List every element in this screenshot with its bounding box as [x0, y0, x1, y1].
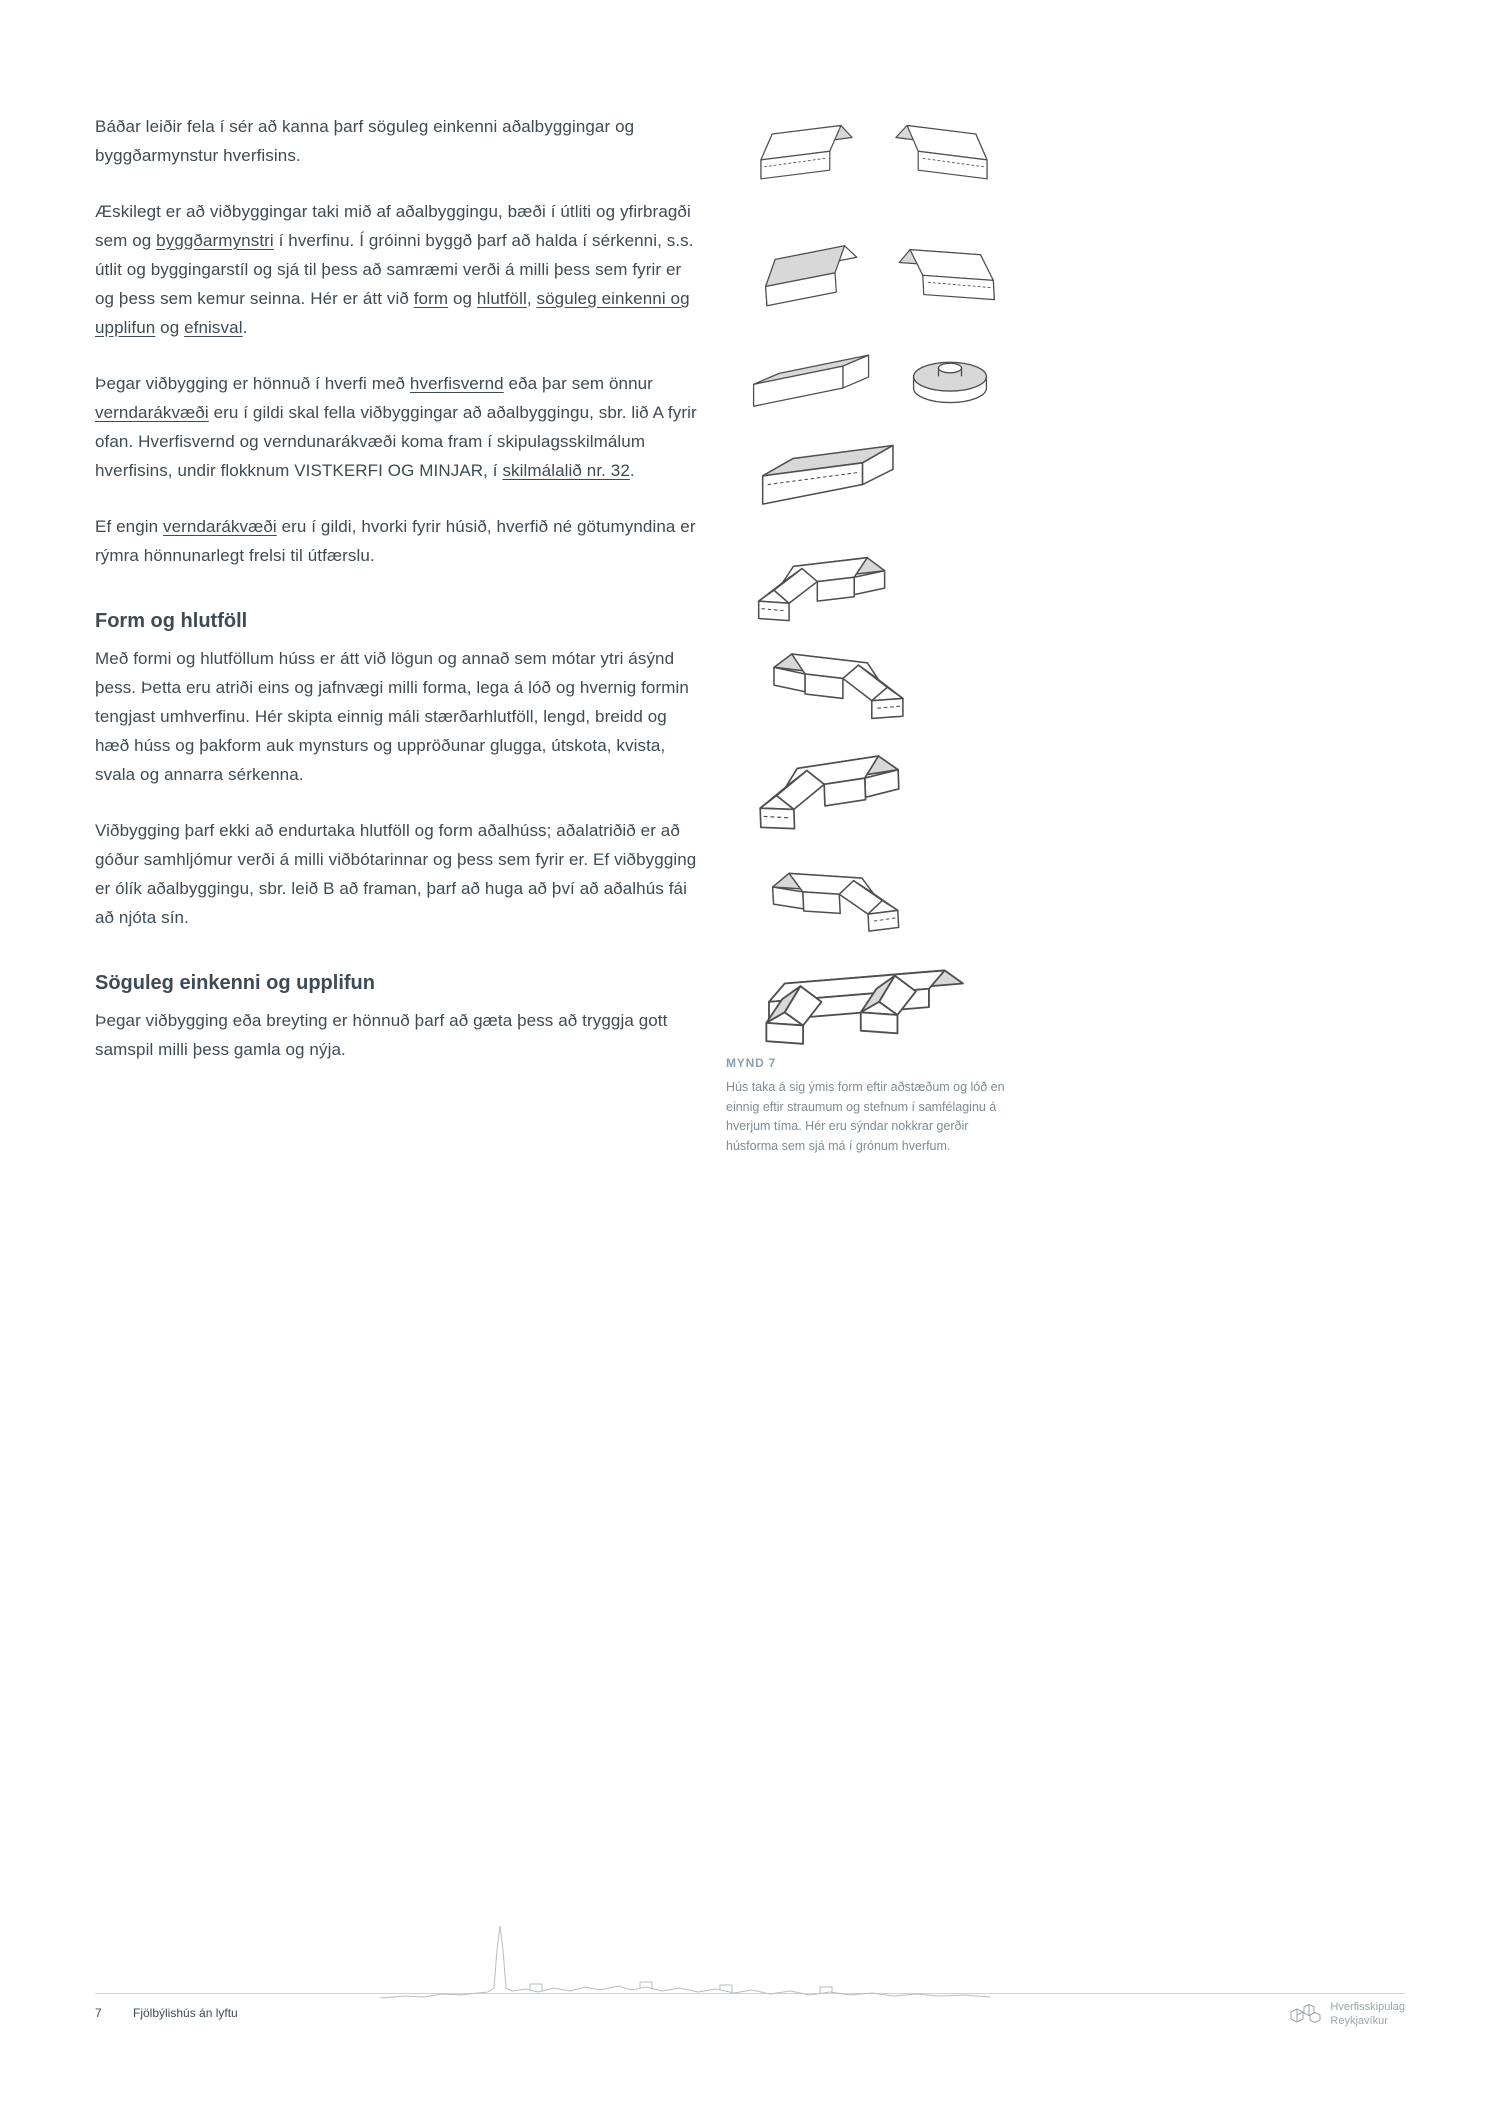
text-segment: . [629, 461, 635, 480]
link-hverfisvernd[interactable]: hverfisvernd [409, 374, 504, 393]
sketch-row-1 [754, 110, 994, 196]
figure-caption [726, 1056, 1022, 1156]
link-soguleg-einkenni-og-upplifun[interactable]: söguleg einkenni og upplifun [95, 289, 690, 337]
sketch-row-5 [750, 538, 902, 636]
gable-house-mirrored-2-sketch-icon [886, 232, 1000, 320]
multi-wing-compound-sketch-icon [748, 952, 984, 1057]
text-segment: Báðar leiðir fela í sér að kanna þarf söguleg einkenni aðalbyggingar og byggðarmynstur hverfisins. [95, 117, 635, 165]
text-segment: og [155, 318, 185, 337]
logo-line-2: Reykjavíkur [1330, 2015, 1388, 2027]
text-segment: Æskilegt er að viðbyggingar taki mið af aðalbyggingu, bæði í útliti og yfirbragði sem og [95, 202, 691, 250]
sketch-row-6 [756, 634, 912, 734]
paragraph-3 [95, 369, 703, 485]
paragraph-6 [95, 816, 703, 932]
link-byggdarmynstri[interactable]: byggðarmynstri [156, 231, 274, 250]
gable-house-mirrored-sketch-icon [882, 110, 994, 196]
text-segment: . [242, 318, 248, 337]
round-form-sketch-icon [902, 346, 998, 415]
link-skilmalalid-nr-32[interactable]: skilmálalið nr. 32 [502, 461, 630, 480]
text-segment: eru í gildi, hvorki fyrir húsið, hverfið né götumyndina er rýmra hönnunarlegt frelsi til útfærslu. [95, 517, 696, 565]
logo-text [1330, 2000, 1405, 2028]
cross-gable-house-sketch-icon [750, 736, 918, 844]
text-segment: og [448, 289, 477, 308]
page-number: 7 [95, 2006, 102, 2020]
text-segment: , [526, 289, 537, 308]
main-text-column [95, 112, 703, 1091]
heading-form-og-hlutfoll: Form og hlutföll [95, 610, 248, 632]
paragraph-5 [95, 644, 703, 789]
sketch-row-8 [756, 852, 906, 948]
figure-column [748, 110, 1048, 1170]
reykjavik-logo [1288, 2000, 1405, 2028]
text-segment: eða þar sem önnur [503, 374, 653, 393]
gable-house-roof-shaded-sketch-icon [758, 232, 872, 320]
figure-caption-text: Hús taka á sig ýmis form eftir aðstæðum og lóð en einnig eftir straumum og stefnum í samfélaginu á hverjum tíma. Hér eru sýndar nokkrar gerðir húsforma sem sjá má í grónum hverfum. [726, 1080, 1005, 1153]
paragraph-4 [95, 512, 703, 570]
paragraph-2 [95, 197, 703, 342]
figure-label: MYND 7 [726, 1056, 777, 1070]
l-shape-gable-mirrored-sketch-icon [756, 634, 912, 734]
sketch-row-9 [748, 952, 984, 1057]
link-hlutfoll[interactable]: hlutföll [476, 289, 527, 308]
sketch-row-2 [758, 232, 1000, 320]
link-efnisval[interactable]: efnisval [184, 318, 243, 337]
monopitch-wedge-sketch-icon [754, 428, 906, 515]
flat-roof-slab-sketch-icon [748, 346, 876, 419]
text-segment: Þegar viðbygging er hönnuð í hverfi með [95, 374, 410, 393]
paragraph-1 [95, 112, 703, 170]
link-verndarakvaedi[interactable]: verndarákvæði [95, 403, 209, 422]
gable-house-sketch-icon [754, 110, 866, 196]
gable-with-wing-sketch-icon [756, 852, 906, 948]
city-blocks-icon [1288, 2000, 1322, 2028]
l-shape-gable-sketch-icon [750, 538, 902, 636]
paragraph-7 [95, 1006, 703, 1064]
link-form[interactable]: form [413, 289, 449, 308]
link-verndarakvaedi-2[interactable]: verndarákvæði [163, 517, 277, 536]
sketch-row-4 [754, 428, 906, 515]
text-segment: Þegar viðbygging eða breyting er hönnuð þarf að gæta þess að tryggja gott samspil milli þess gamla og nýja. [95, 1011, 668, 1059]
heading-soguleg-einkenni: Söguleg einkenni og upplifun [95, 972, 375, 994]
footer-section-label: Fjölbýlishús án lyftu [133, 2006, 238, 2020]
city-skyline-illustration [380, 1916, 1000, 2016]
sketch-row-7 [750, 736, 918, 844]
logo-line-1: Hverfisskipulag [1330, 2001, 1405, 2013]
text-segment: Viðbygging þarf ekki að endurtaka hlutföll og form aðalhúss; aðalatriðið er að góður samhljómur verði á milli viðbótarinnar og þess sem fyrir er. Ef viðbygging er ólík aðalbyggingu, sbr. leið B að framan, þarf að huga að því að aðalhús fái að njóta sín. [95, 821, 697, 927]
text-segment: Ef engin [95, 517, 164, 536]
text-segment: í hverfinu. Í gróinni byggð þarf að halda í sérkenni, s.s. útlit og byggingarstíl og sjá til þess að samræmi verði á milli þess sem fyrir er og þess sem kemur seinna. Hér er átt við [95, 231, 694, 308]
sketch-row-3 [748, 346, 998, 419]
text-segment: eru í gildi skal fella viðbyggingar að aðalbyggingu, sbr. lið A fyrir ofan. Hverfisvernd og verndunarákvæði koma fram í skipulagsskilmálum hverfisins, undir flokknum VISTKERFI OG MINJAR, í [95, 403, 697, 480]
text-segment: Með formi og hlutföllum húss er átt við lögun og annað sem mótar ytri ásýnd þess. Þetta eru atriði eins og jafnvægi milli forma, lega á lóð og hvernig formin tengjast umhverfinu. Hér skipta einnig máli stærðarhlutföll, lengd, breidd og hæð húss og þakform auk mynsturs og uppröðunar glugga, útskota, kvista, svala og annarra sérkenna. [95, 649, 689, 784]
